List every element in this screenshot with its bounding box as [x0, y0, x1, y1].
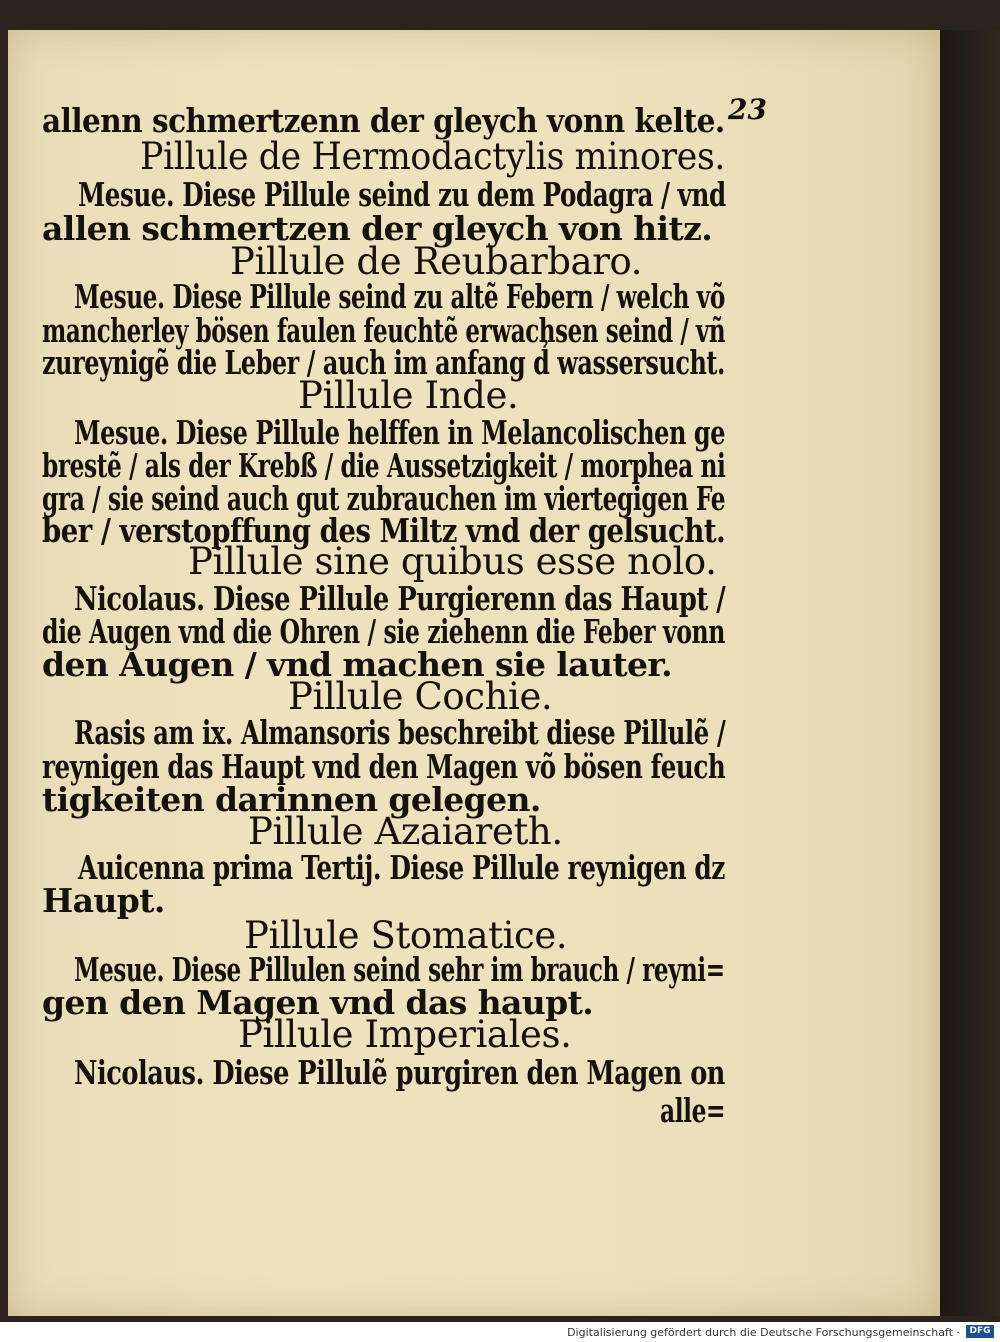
text-line: ber / verstopffung des Miltz vnd der gelsucht. [42, 511, 726, 550]
page-edge-shadow [940, 30, 1000, 1316]
text-line: mancherley bösen faulen feuchtẽ erwachsen seind / vñ [42, 311, 726, 350]
text-line: gra / sie seind auch gut zubrauchen im viertegigen Fe [42, 479, 726, 518]
text-line: allenn schmertzenn der gleych vonn kelte. [42, 101, 725, 140]
text-line: gen den Magen vnd das haupt. [42, 983, 594, 1022]
section-heading: Pillule Imperiales. [238, 1013, 572, 1056]
section-heading: Pillule Stomatice. [244, 914, 568, 957]
section-heading: Pillule Cochie. [288, 675, 553, 718]
page-number: 23 [728, 93, 767, 126]
text-line: die Augen vnd die Ohren / sie ziehenn die Feber vonn [42, 612, 725, 651]
catchword: alle= [660, 1091, 726, 1130]
text-line: allen schmertzen der gleych von hitz. [42, 209, 713, 248]
text-line: Auicenna prima Tertij. Diese Pillule reynigen dz [78, 848, 725, 887]
text-line: Haupt. [42, 881, 165, 920]
section-heading: Pillule de Reubarbaro. [230, 240, 643, 283]
text-line: tigkeiten darinnen gelegen. [42, 780, 541, 819]
section-heading: Pillule Azaiareth. [248, 810, 563, 853]
funding-credit: Digitalisierung gefördert durch die Deutsche Forschungsgemeinschaft · [567, 1326, 960, 1339]
text-line: den Augen / vnd machen sie lauter. [42, 645, 673, 684]
section-heading: Pillule de Hermodactylis minores. [140, 135, 726, 178]
dfg-logo: DFG [966, 1325, 994, 1338]
text-line: Nicolaus. Diese Pillule Purgierenn das Haupt / [74, 579, 726, 618]
text-line: zureynigẽ die Leber / auch im anfang d̉ wassersucht. [42, 343, 725, 382]
text-line: Nicolaus. Diese Pillulẽ purgiren den Magen on [74, 1053, 725, 1092]
text-line: Mesue. Diese Pillule seind zu dem Podagra / vnd [78, 175, 726, 214]
footer-bar [0, 1322, 1000, 1342]
text-line: brestẽ / als der Krebß / die Aussetzigkeit / morphea ni [42, 446, 726, 485]
text-line: Mesue. Diese Pillule helffen in Melancolischen ge [74, 413, 726, 452]
text-line: Mesue. Diese Pillule seind zu altẽ Febern / welch võ [74, 277, 725, 316]
text-line: reynigen das Haupt vnd den Magen võ bösen feuch [42, 747, 726, 786]
text-line: Mesue. Diese Pillulen seind sehr im brauch / reyni= [74, 950, 725, 989]
text-line: Rasis am ix. Almansoris beschreibt diese Pillulẽ / [74, 713, 726, 752]
section-heading: Pillule sine quibus esse nolo. [188, 540, 717, 583]
section-heading: Pillule Inde. [298, 374, 519, 417]
